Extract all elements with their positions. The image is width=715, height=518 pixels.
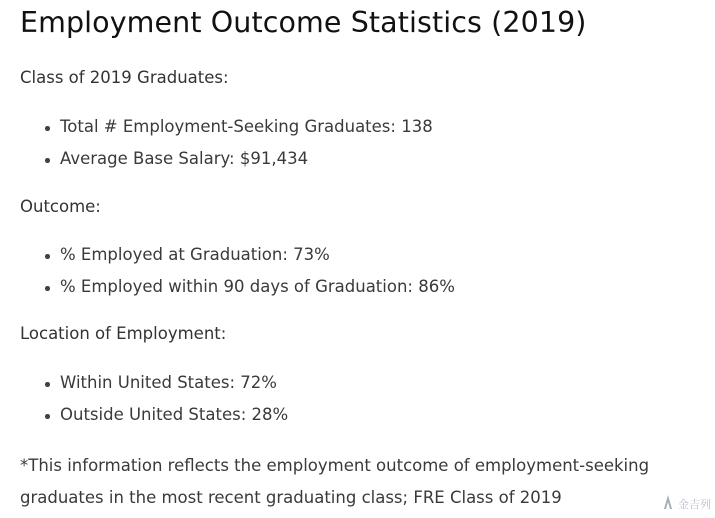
watermark: [661, 494, 711, 514]
footnote-line-2: graduates in the most recent graduating class; FRE Class of 2019: [20, 488, 562, 507]
list-item: Outside United States: 28%: [20, 404, 288, 436]
page-title: Employment Outcome Statistics (2019): [20, 6, 587, 39]
list-outcome: [20, 244, 455, 308]
list-item: Total # Employment-Seeking Graduates: 138: [20, 116, 433, 148]
section-label-outcome: Outcome:: [20, 197, 101, 216]
list-item: Average Base Salary: $91,434: [20, 148, 433, 180]
list-class-of-2019: [20, 116, 433, 180]
list-item: % Employed within 90 days of Graduation: 86%: [20, 276, 455, 308]
watermark-text: 金吉列: [678, 498, 711, 511]
list-location: [20, 372, 288, 436]
section-label-location: Location of Employment:: [20, 324, 227, 343]
section-label-class-of-2019: Class of 2019 Graduates:: [20, 68, 229, 87]
logo-icon: [661, 494, 675, 514]
footnote: [20, 450, 710, 514]
footnote-line-1: *This information reflects the employment outcome of employment-seeking: [20, 456, 650, 475]
list-item: % Employed at Graduation: 73%: [20, 244, 455, 276]
list-item: Within United States: 72%: [20, 372, 288, 404]
